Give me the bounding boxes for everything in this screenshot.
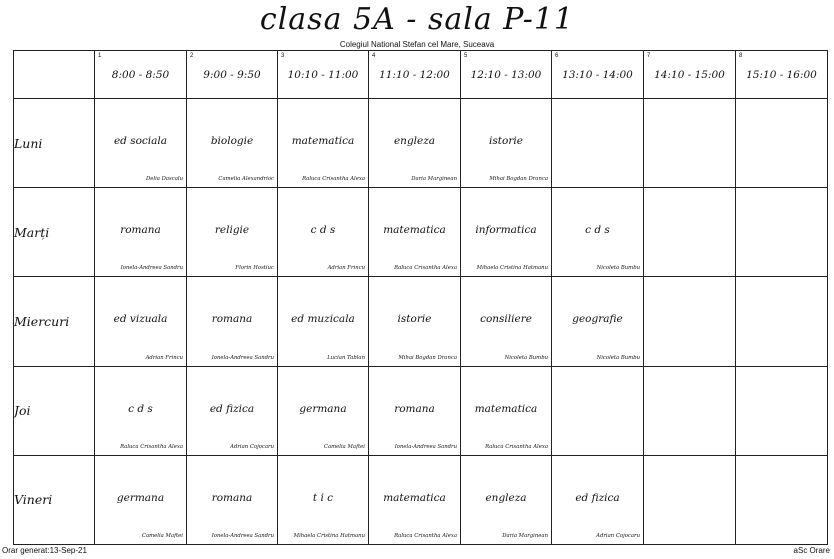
period-number: 6 — [555, 53, 559, 59]
lesson-subject: ed fizica — [575, 491, 620, 504]
lesson-teacher: Camelia Alexandrioc — [218, 176, 274, 183]
period-number: 8 — [739, 53, 743, 59]
period-time: 8:00 - 8:50 — [111, 69, 170, 81]
lesson-cell — [187, 277, 278, 366]
period-time: 10:10 - 11:00 — [287, 69, 359, 81]
lesson-cell — [644, 99, 736, 188]
lesson-subject: romana — [211, 313, 253, 326]
lesson-subject: istorie — [489, 135, 523, 147]
lesson-subject: germana — [116, 491, 165, 504]
lesson-cell — [736, 366, 828, 455]
lesson-teacher: Ionela-Andreea Sandru — [211, 533, 274, 539]
lesson-subject: romana — [120, 224, 161, 237]
lesson-cell — [369, 99, 461, 188]
lesson-subject: geografie — [572, 313, 623, 326]
lesson-cell — [736, 277, 828, 366]
lesson-teacher: Mihai Bogdan Dranca — [398, 354, 457, 361]
period-number: 4 — [372, 53, 376, 59]
period-header — [736, 51, 828, 99]
period-time: 9:00 - 9:50 — [203, 69, 261, 81]
lesson-cell — [644, 455, 736, 544]
lesson-subject: c d s — [128, 402, 153, 415]
lesson-teacher: Raluca Crisantha Alexa — [302, 176, 365, 183]
corner-cell — [14, 51, 95, 99]
lesson-teacher: Ionela-Andreea Sandru — [211, 354, 274, 361]
lesson-cell — [278, 277, 369, 366]
lesson-cell — [644, 277, 736, 366]
period-header — [278, 51, 369, 99]
lesson-cell — [278, 99, 369, 188]
page-title: clasa 5A - sala P-11 — [259, 2, 575, 37]
header-row — [14, 51, 828, 99]
generated-date: Orar generat:13-Sep-21 — [2, 546, 87, 555]
lesson-cell — [461, 277, 552, 366]
lesson-subject: ed muzicala — [291, 313, 355, 326]
period-number: 3 — [281, 53, 285, 59]
lesson-cell — [95, 455, 187, 544]
lesson-teacher: Camelia Maftei — [323, 443, 365, 450]
period-time: 14:10 - 15:00 — [654, 69, 725, 81]
day-label: Luni — [14, 99, 95, 188]
lesson-cell — [552, 99, 644, 188]
lesson-teacher: Nicoleta Bumbu — [596, 354, 640, 361]
lesson-cell — [736, 188, 828, 277]
lesson-cell — [461, 188, 552, 277]
lesson-cell — [461, 99, 552, 188]
period-time: 12:10 - 13:00 — [470, 69, 542, 81]
lesson-teacher: Lucian Tablan — [327, 354, 365, 361]
lesson-subject: engleza — [393, 135, 436, 147]
day-row — [14, 99, 828, 188]
lesson-cell — [278, 366, 369, 455]
lesson-subject: matematica — [383, 224, 446, 237]
day-label: Marți — [14, 188, 95, 277]
lesson-cell — [278, 188, 369, 277]
lesson-teacher: Florin Hostiuc — [235, 265, 274, 272]
lesson-cell — [187, 366, 278, 455]
period-header — [644, 51, 736, 99]
lesson-cell — [95, 188, 187, 277]
lesson-subject: istorie — [397, 313, 432, 326]
lesson-cell — [552, 188, 644, 277]
lesson-subject: matematica — [383, 491, 446, 504]
lesson-cell — [552, 455, 644, 544]
lesson-subject: germana — [299, 402, 347, 415]
lesson-subject: ed sociala — [113, 135, 168, 147]
lesson-subject: engleza — [485, 491, 527, 504]
period-number: 1 — [98, 53, 102, 59]
lesson-subject: informatica — [475, 224, 537, 237]
lesson-teacher: Adrian Frincu — [327, 265, 365, 272]
school-name: Colegiul National Stefan cel Mare, Suceava — [339, 40, 495, 49]
lesson-teacher: Ionela-Andreea Sandru — [394, 443, 457, 450]
period-header — [552, 51, 644, 99]
lesson-teacher: Nicoleta Bumbu — [596, 265, 640, 272]
period-number: 2 — [190, 53, 194, 59]
lesson-subject: ed fizica — [209, 402, 255, 415]
lesson-cell — [369, 188, 461, 277]
period-header — [187, 51, 278, 99]
lesson-cell — [461, 455, 552, 544]
lesson-teacher: Ionela-Andreea Sandru — [120, 265, 183, 272]
day-row — [14, 277, 828, 366]
day-label: Joi — [14, 366, 95, 455]
lesson-subject: ed vizuala — [113, 313, 168, 326]
lesson-teacher: Delia Dascalu — [146, 176, 183, 183]
lesson-subject: religie — [214, 224, 250, 237]
lesson-subject: t i c — [312, 491, 334, 504]
lesson-teacher: Adrian Cojocaru — [230, 443, 274, 450]
lesson-subject: matematica — [474, 402, 538, 415]
period-number: 7 — [647, 53, 651, 59]
lesson-cell — [736, 455, 828, 544]
period-time: 15:10 - 16:00 — [746, 69, 817, 81]
lesson-teacher: Nicoleta Bumbu — [504, 354, 548, 361]
day-row — [14, 188, 828, 277]
lesson-teacher: Daria Marginean — [411, 176, 457, 183]
lesson-teacher: Raluca Crisantha Alexa — [120, 443, 183, 450]
timetable — [13, 50, 828, 545]
day-row — [14, 366, 828, 455]
lesson-teacher: Daria Marginean — [502, 533, 548, 539]
lesson-cell — [278, 455, 369, 544]
lesson-cell — [644, 188, 736, 277]
lesson-cell — [95, 99, 187, 188]
day-label: Vineri — [14, 455, 95, 544]
lesson-subject: romana — [211, 491, 253, 504]
lesson-cell — [552, 366, 644, 455]
day-row — [14, 455, 828, 544]
lesson-cell — [369, 455, 461, 544]
lesson-teacher: Raluca Crisantha Alexa — [485, 443, 548, 450]
lesson-cell — [369, 366, 461, 455]
period-header — [95, 51, 187, 99]
lesson-subject: matematica — [291, 135, 355, 147]
period-header — [369, 51, 461, 99]
day-label: Miercuri — [14, 277, 95, 366]
lesson-cell — [95, 277, 187, 366]
lesson-cell — [552, 277, 644, 366]
lesson-teacher: Mihaela Cristina Hatmanu — [293, 533, 365, 539]
lesson-cell — [95, 366, 187, 455]
lesson-cell — [369, 277, 461, 366]
lesson-teacher: Raluca Crisantha Alexa — [394, 265, 457, 272]
lesson-subject: consiliere — [480, 313, 532, 326]
lesson-cell — [644, 366, 736, 455]
lesson-cell — [187, 99, 278, 188]
lesson-teacher: Raluca Crisantha Alexa — [394, 533, 457, 539]
lesson-teacher: Adrian Cojocaru — [596, 533, 640, 539]
lesson-subject: c d s — [310, 224, 336, 237]
lesson-teacher: Mihai Bogdan Dranca — [489, 176, 548, 183]
period-number: 5 — [464, 53, 468, 59]
period-time: 11:10 - 12:00 — [379, 69, 450, 81]
lesson-cell — [187, 188, 278, 277]
lesson-cell — [736, 99, 828, 188]
lesson-cell — [187, 455, 278, 544]
lesson-teacher: Adrian Frincu — [145, 354, 183, 361]
lesson-cell — [461, 366, 552, 455]
lesson-subject: c d s — [585, 224, 610, 237]
software-brand: aSc Orare — [793, 546, 830, 555]
lesson-subject: romana — [394, 402, 435, 415]
lesson-subject: biologie — [210, 135, 254, 147]
period-time: 13:10 - 14:00 — [562, 69, 633, 81]
lesson-teacher: Camelia Maftei — [141, 533, 183, 539]
lesson-teacher: Mihaela Cristina Hatmanu — [476, 265, 548, 272]
period-header — [461, 51, 552, 99]
